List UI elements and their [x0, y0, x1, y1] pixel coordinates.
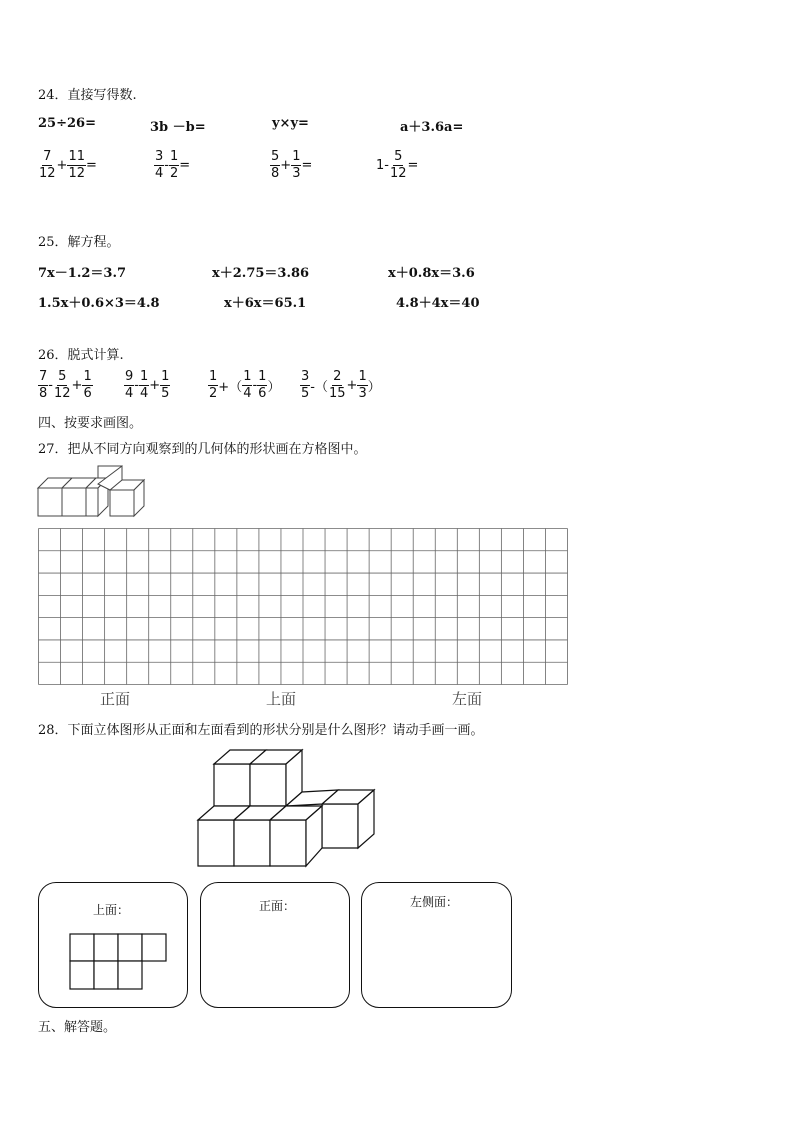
q28-solid-figure — [196, 748, 378, 870]
answer-box-top — [38, 882, 188, 1008]
q25-eq-3: x＋0.8x＝3.6 — [388, 266, 475, 281]
answer-box-front-label: 正面： — [259, 899, 296, 913]
q24-fraction-1: $\frac{7}{12}$ + $\frac{11}{12}$ = — [39, 149, 97, 181]
q25-eq-5: x＋6x＝65.1 — [224, 296, 307, 311]
q24-item-1: 25÷26= — [38, 116, 96, 131]
q26-expr-2: $\frac{9}{4}$ - $\frac{1}{4}$ + $\frac{1}{5}$ — [125, 369, 170, 401]
q24-item-4: a＋3.6a= — [400, 120, 464, 135]
q25-eq-2: x＋2.75＝3.86 — [212, 266, 310, 281]
q27-solid-figure — [36, 464, 152, 520]
q27-label-left: 左面 — [452, 690, 483, 708]
q24-title: 24．直接写得数. — [38, 88, 137, 103]
section-5-heading: 五、解答题。 — [38, 1020, 117, 1035]
q27-title: 27．把从不同方向观察到的几何体的形状画在方格图中。 — [38, 442, 367, 457]
q24-fraction-2: $\frac{3}{4}$ - $\frac{1}{2}$ = — [155, 149, 191, 181]
answer-box-left-side-label: 左侧面： — [410, 895, 459, 909]
q27-label-front: 正面 — [100, 690, 131, 708]
q24-fraction-4: 1- $\frac{5}{12}$ = — [376, 149, 419, 181]
q26-title: 26．脱式计算. — [38, 348, 124, 363]
answer-box-top-label: 上面： — [93, 903, 130, 917]
q25-title: 25．解方程。 — [38, 235, 120, 250]
top-view-drawing — [69, 933, 169, 991]
q27-label-top: 上面 — [266, 690, 297, 708]
q24-item-3: y×y= — [272, 116, 309, 131]
answer-box-front[interactable] — [200, 882, 350, 1008]
q25-eq-4: 1.5x＋0.6×3＝4.8 — [38, 296, 160, 311]
q27-grid-paper — [38, 528, 568, 685]
q26-expr-1: $\frac{7}{8}$ - $\frac{5}{12}$ + $\frac{1}{6}$ — [39, 369, 92, 401]
q26-expr-4: $\frac{3}{5}$ -（ $\frac{2}{15}$ + $\frac{1}{3}$ ） — [301, 369, 381, 401]
q25-eq-6: 4.8＋4x＝40 — [396, 296, 480, 311]
q26-expr-3: $\frac{1}{2}$ +（ $\frac{1}{4}$ - $\frac{1}{6}$ ） — [209, 369, 281, 401]
q24-item-2: 3b －b= — [150, 120, 206, 135]
q25-eq-1: 7x－1.2＝3.7 — [38, 266, 127, 281]
section-4-heading: 四、按要求画图。 — [38, 416, 143, 431]
q28-title: 28．下面立体图形从正面和左面看到的形状分别是什么图形？请动手画一画。 — [38, 723, 484, 738]
answer-box-left-side[interactable] — [361, 882, 512, 1008]
q24-fraction-3: $\frac{5}{8}$ + $\frac{1}{3}$ = — [271, 149, 313, 181]
